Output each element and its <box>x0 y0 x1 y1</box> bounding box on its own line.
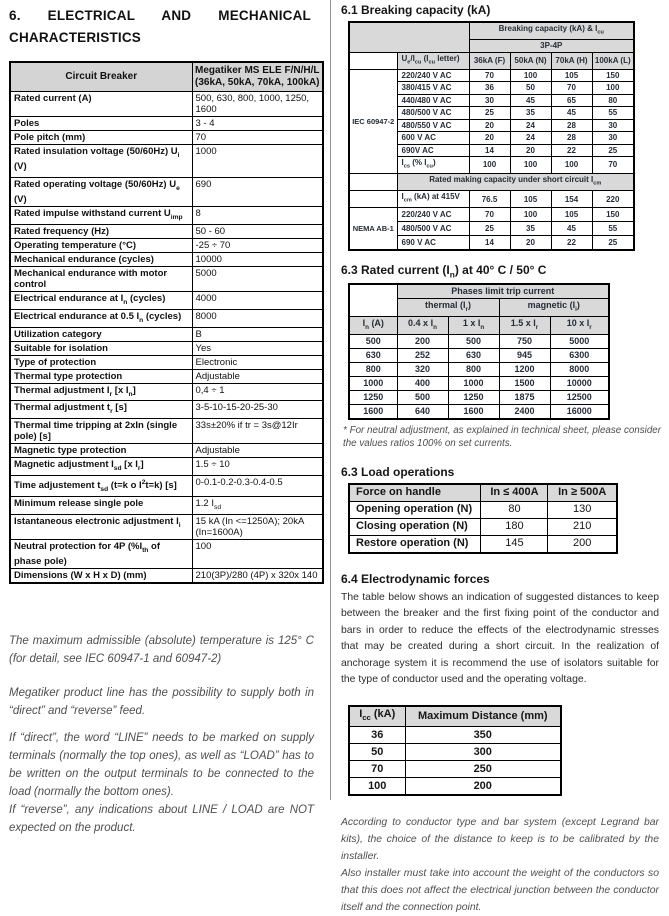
spec-value: Adjustable <box>192 369 323 383</box>
value-cell: 28 <box>551 119 592 132</box>
value-cell: 30 <box>469 94 510 107</box>
spec-value: 15 kA (In <=1250A); 20kA (In=1600A) <box>192 515 323 540</box>
value-cell: 20 <box>469 132 510 145</box>
spec-value: 4000 <box>192 291 323 309</box>
operation-label: Closing operation (N) <box>349 518 481 535</box>
value-cell: 210 <box>548 518 617 535</box>
spec-row <box>10 238 323 252</box>
value-cell: 70 <box>469 208 510 222</box>
spec-row <box>10 327 323 341</box>
band-title: Phases limit trip current <box>397 284 609 299</box>
spec-row <box>10 92 323 117</box>
empty-cell <box>349 22 469 52</box>
value-cell: 22 <box>551 144 592 157</box>
value-cell: 45 <box>551 107 592 120</box>
spec-value: Yes <box>192 341 323 355</box>
col-header: $U_e/I_{cu}$ ($I_{cu}$ letter) <box>397 52 469 69</box>
value-cell: 500 <box>349 334 397 348</box>
breaking-capacity-table <box>348 21 635 251</box>
value-cell: 12500 <box>550 390 609 404</box>
table-row <box>349 348 609 362</box>
value-cell: 945 <box>499 348 550 362</box>
col-header: $I_{cc}$ (kA) <box>349 706 405 727</box>
spec-value: Adjustable <box>192 444 323 458</box>
value-cell: 55 <box>592 107 634 120</box>
spec-label: Thermal time tripping at 2xIn (single pole) [s] <box>10 419 192 444</box>
value-cell: 28 <box>551 132 592 145</box>
spec-label: Mechanical endurance with motor control <box>10 266 192 291</box>
value-cell: 70 <box>469 69 510 82</box>
value-cell: 350 <box>405 727 561 744</box>
value-cell: 45 <box>510 94 551 107</box>
spec-row <box>10 341 323 355</box>
spec-row <box>10 291 323 309</box>
table-row <box>349 390 609 404</box>
spec-value: 10000 <box>192 252 323 266</box>
spec-value: 0,4 ÷ 1 <box>192 383 323 401</box>
max-distance-table <box>348 705 562 796</box>
spec-label: Thermal adjustment $I_r$ [x $I_n$] <box>10 383 192 401</box>
value-cell: 1000 <box>448 376 499 390</box>
voltage-label: 220/240 V AC <box>397 208 469 222</box>
value-cell: 35 <box>510 222 551 236</box>
empty-cell <box>349 174 397 191</box>
table-row <box>349 761 561 778</box>
col-header: 10 x $I_r$ <box>550 317 609 335</box>
value-cell: 70 <box>349 761 405 778</box>
spec-header-col1: Circuit Breaker <box>10 62 192 92</box>
value-cell: 20 <box>469 119 510 132</box>
value-cell: 500 <box>448 334 499 348</box>
spec-label: Suitable for isolation <box>10 341 192 355</box>
col-header: In ≤ 400A <box>481 484 548 502</box>
value-cell: 154 <box>551 191 592 208</box>
voltage-label: 480/500 V AC <box>397 222 469 236</box>
spec-value: 1.5 ÷ 10 <box>192 458 323 476</box>
spec-row <box>10 458 323 476</box>
spec-row <box>10 569 323 584</box>
spec-row <box>10 497 323 515</box>
spec-row <box>10 355 323 369</box>
note-paragraph: If “reverse”, any indications about LINE / LOAD are NOT expected on the product. <box>9 804 314 835</box>
spec-row <box>10 540 323 569</box>
spec-value: 1.2 $I_{sd}$ <box>192 497 323 515</box>
spec-row <box>10 444 323 458</box>
table-row <box>349 334 609 348</box>
thermal-header: thermal $(I_r)$ <box>397 299 499 317</box>
col-header: $I_n$ (A) <box>349 317 397 335</box>
magnetic-header: magnetic $(I_i)$ <box>499 299 609 317</box>
value-cell: 25 <box>469 222 510 236</box>
spec-header-row <box>10 62 323 92</box>
left-column <box>0 0 331 835</box>
value-cell: 180 <box>481 518 548 535</box>
value-cell: 16000 <box>550 404 609 419</box>
value-cell: 630 <box>448 348 499 362</box>
value-cell: 14 <box>469 236 510 250</box>
spec-label: Time adjustement $t_{sd}$ (t=k o $I^2t=k$) [s] <box>10 476 192 497</box>
value-cell: 1875 <box>499 390 550 404</box>
spec-label: Rated current (A) <box>10 92 192 117</box>
table-row <box>349 208 634 222</box>
value-cell: 145 <box>481 535 548 553</box>
value-cell: 750 <box>499 334 550 348</box>
value-cell: 1250 <box>349 390 397 404</box>
electrodynamic-paragraph: The table below shows an indication of suggested distances to keep between the breaker and the first fixing point of the conductor and bars in order to reduce the effects of the electrodynamic stresses that may be created during a short circuit. In the realization of anchorage system it is recommend the use of isolators suitable for the type of conductor used and the operating voltage. <box>341 591 659 686</box>
spec-label: Electrical endurance at $I_n$ (cycles) <box>10 291 192 309</box>
table-row <box>349 362 609 376</box>
spec-value: B <box>192 327 323 341</box>
spec-label: Thermal type protection <box>10 369 192 383</box>
value-cell: 640 <box>397 404 448 419</box>
spec-label: Magnetic adjustment $I_{sd}$ [x $I_r$] <box>10 458 192 476</box>
spec-value: 5000 <box>192 266 323 291</box>
standard-group-label: IEC 60947-2 <box>349 69 397 174</box>
value-cell: 800 <box>448 362 499 376</box>
value-cell: 100 <box>510 208 551 222</box>
spec-value: Electronic <box>192 355 323 369</box>
rated-current-footnote: * For neutral adjustment, as explained in technical sheet, please consider the values ratios 100% on set currents. <box>343 424 661 450</box>
spec-label: Rated insulation voltage (50/60Hz) $U_i$ (V) <box>10 145 192 178</box>
empty-cell <box>349 52 397 69</box>
value-cell: 25 <box>592 236 634 250</box>
value-cell: 105 <box>551 69 592 82</box>
spec-row <box>10 224 323 238</box>
value-cell: 65 <box>551 94 592 107</box>
spec-value: 500, 630, 800, 1000, 1250, 1600 <box>192 92 323 117</box>
value-cell: 320 <box>397 362 448 376</box>
spec-label: Thermal adjustment $t_r$ [s] <box>10 401 192 419</box>
spec-value: -25 ÷ 70 <box>192 238 323 252</box>
col-header: 50kA (N) <box>510 52 551 69</box>
spec-row <box>10 515 323 540</box>
spec-label: Istantaneous electronic adjustment $I_i$ <box>10 515 192 540</box>
value-cell: 1250 <box>448 390 499 404</box>
voltage-label: 480/550 V AC <box>397 119 469 132</box>
value-cell: 100 <box>469 157 510 174</box>
load-operations-table <box>348 483 618 554</box>
table-row <box>349 535 617 553</box>
table-row <box>349 501 617 518</box>
spec-value: 50 - 60 <box>192 224 323 238</box>
value-cell: 130 <box>548 501 617 518</box>
note-paragraph: Megatiker product line has the possibility to supply both in “direct” and “reverse” feed. <box>9 687 314 718</box>
standard-group-label: NEMA AB-1 <box>349 208 397 250</box>
spec-row <box>10 401 323 419</box>
value-cell: 80 <box>592 94 634 107</box>
band-title: Breaking capacity (kA) & $I_{cu}$ <box>469 22 634 40</box>
table-row <box>349 376 609 390</box>
spec-row <box>10 266 323 291</box>
table-row <box>349 744 561 761</box>
spec-label: Neutral protection for 4P ($\%I_{th}$ of phase pole) <box>10 540 192 569</box>
note-paragraph: According to conductor type and bar system (except Legrand bar kits), the choice of the distance to keep is to be calibrated by the installer. <box>341 817 659 863</box>
spec-label: Poles <box>10 117 192 131</box>
value-cell: 80 <box>481 501 548 518</box>
spec-label: Rated impulse withstand current $U_{imp}$ <box>10 206 192 224</box>
making-capacity-band: Rated making capacity under short circuit $I_{cm}$ <box>397 174 634 191</box>
value-cell: 36 <box>349 727 405 744</box>
value-cell: 300 <box>405 744 561 761</box>
col-header: In ≥ 500A <box>548 484 617 502</box>
value-cell: 10000 <box>550 376 609 390</box>
table-row <box>349 22 634 40</box>
value-cell: 1500 <box>499 376 550 390</box>
value-cell: 24 <box>510 119 551 132</box>
col-header: 1.5 x $I_r$ <box>499 317 550 335</box>
spec-row <box>10 206 323 224</box>
operation-label: Opening operation (N) <box>349 501 481 518</box>
icm-label: $I_{cm}$ (kA) at 415V <box>397 191 469 208</box>
note-paragraph: The maximum admissible (absolute) temperature is 125° C (for detail, see IEC 60947-1 and 60947-2) <box>9 635 314 666</box>
table-row <box>349 518 617 535</box>
spec-label: Type of protection <box>10 355 192 369</box>
heading-electrodynamic-forces: 6.4 Electrodynamic forces <box>341 571 490 586</box>
spec-row <box>10 131 323 145</box>
table-row <box>349 174 634 191</box>
band-subtitle: 3P-4P <box>469 40 634 53</box>
value-cell: 25 <box>469 107 510 120</box>
value-cell: 30 <box>592 132 634 145</box>
value-cell: 20 <box>510 144 551 157</box>
rated-current-table <box>348 283 610 420</box>
spec-row <box>10 145 323 178</box>
value-cell: 35 <box>510 107 551 120</box>
value-cell: 200 <box>548 535 617 553</box>
spec-row <box>10 383 323 401</box>
table-row <box>349 317 609 335</box>
spec-table <box>9 61 324 584</box>
value-cell: 50 <box>510 82 551 95</box>
voltage-label: 480/500 V AC <box>397 107 469 120</box>
spec-label: Operating temperature (°C) <box>10 238 192 252</box>
value-cell: 70 <box>551 82 592 95</box>
spec-row <box>10 252 323 266</box>
table-row <box>349 284 609 299</box>
spec-header-col2: Megatiker MS ELE F/N/H/L (36kA, 50kA, 70kA, 100kA) <box>192 62 323 92</box>
value-cell: 14 <box>469 144 510 157</box>
spec-label: Magnetic type protection <box>10 444 192 458</box>
value-cell: 800 <box>349 362 397 376</box>
note-paragraph: If “direct”, the word “LINE” needs to be marked on supply terminals (normally the top ones), as well as “LOAD” has to be written on the output terminals to be connected to the load (normally the bottom ones). <box>9 732 314 799</box>
spec-label: Dimensions (W x H x D) (mm) <box>10 569 192 584</box>
table-row <box>349 404 609 419</box>
value-cell: 8000 <box>550 362 609 376</box>
value-cell: 252 <box>397 348 448 362</box>
value-cell: 6300 <box>550 348 609 362</box>
col-header: 0.4 x $I_n$ <box>397 317 448 335</box>
heading-breaking-capacity: 6.1 Breaking capacity (kA) <box>341 3 491 17</box>
value-cell: 1200 <box>499 362 550 376</box>
table-row <box>349 191 634 208</box>
value-cell: 150 <box>592 208 634 222</box>
value-cell: 76.5 <box>469 191 510 208</box>
value-cell: 400 <box>397 376 448 390</box>
voltage-label: 220/240 V AC <box>397 69 469 82</box>
empty-cell <box>349 191 397 208</box>
value-cell: 150 <box>592 69 634 82</box>
value-cell: 30 <box>592 119 634 132</box>
right-notes <box>341 814 664 916</box>
value-cell: 55 <box>592 222 634 236</box>
spec-row <box>10 117 323 131</box>
value-cell: 36 <box>469 82 510 95</box>
heading-rated-current: 6.3 Rated current $(I_n)$ at 40° C / 50° C <box>341 262 547 280</box>
table-row <box>349 727 561 744</box>
heading-load-operations: 6.3 Load operations <box>341 464 455 479</box>
spec-value: 8000 <box>192 309 323 327</box>
voltage-label: 690 V AC <box>397 236 469 250</box>
col-header: 100kA (L) <box>592 52 634 69</box>
spec-label: Rated operating voltage (50/60Hz) $U_e$ (V) <box>10 178 192 207</box>
voltage-label: 440/480 V AC <box>397 94 469 107</box>
value-cell: 105 <box>551 208 592 222</box>
value-cell: 250 <box>405 761 561 778</box>
spec-value: 210(3P)/280 (4P) x 320x 140 <box>192 569 323 584</box>
spec-value: 0-0.1-0.2-0.3-0.4-0.5 <box>192 476 323 497</box>
voltage-label: 380/415 V AC <box>397 82 469 95</box>
value-cell: 70 <box>592 157 634 174</box>
value-cell: 100 <box>349 778 405 796</box>
value-cell: 1000 <box>349 376 397 390</box>
spec-value: 1000 <box>192 145 323 178</box>
value-cell: 100 <box>510 157 551 174</box>
col-header: 36kA (F) <box>469 52 510 69</box>
spec-value: 690 <box>192 178 323 207</box>
spec-row <box>10 369 323 383</box>
spec-label: Rated frequency (Hz) <box>10 224 192 238</box>
value-cell: 22 <box>551 236 592 250</box>
value-cell: 50 <box>349 744 405 761</box>
note-paragraph: Also installer must take into account the weight of the conductors so that this does not affect the electrical junction between the conductor itself and the connection point. <box>341 868 659 914</box>
col-header: 1 x $I_n$ <box>448 317 499 335</box>
value-cell: 45 <box>551 222 592 236</box>
value-cell: 630 <box>349 348 397 362</box>
value-cell: 1600 <box>349 404 397 419</box>
spec-value: 100 <box>192 540 323 569</box>
value-cell: 2400 <box>499 404 550 419</box>
value-cell: 100 <box>551 157 592 174</box>
spec-value: 8 <box>192 206 323 224</box>
table-row <box>349 706 561 727</box>
table-row <box>349 778 561 796</box>
voltage-label: 690V AC <box>397 144 469 157</box>
value-cell: 200 <box>397 334 448 348</box>
table-row <box>349 484 617 502</box>
spec-row <box>10 419 323 444</box>
value-cell: 20 <box>510 236 551 250</box>
value-cell: 5000 <box>550 334 609 348</box>
value-cell: 100 <box>510 69 551 82</box>
col-header: Force on handle <box>349 484 481 502</box>
col-header: Maximum Distance (mm) <box>405 706 561 727</box>
operation-label: Restore operation (N) <box>349 535 481 553</box>
spec-label: Utilization category <box>10 327 192 341</box>
section-title: 6. ELECTRICAL AND MECHANICAL CHARACTERISTICS <box>9 8 311 45</box>
value-cell: 1600 <box>448 404 499 419</box>
spec-row <box>10 476 323 497</box>
value-cell: 25 <box>592 144 634 157</box>
value-cell: 500 <box>397 390 448 404</box>
spec-value: 70 <box>192 131 323 145</box>
value-cell: 105 <box>510 191 551 208</box>
value-cell: 100 <box>592 82 634 95</box>
left-notes <box>9 632 323 837</box>
spec-row <box>10 178 323 207</box>
spec-row <box>10 309 323 327</box>
empty-cell <box>349 284 397 316</box>
value-cell: 220 <box>592 191 634 208</box>
value-cell: 200 <box>405 778 561 796</box>
right-column <box>331 0 669 914</box>
spec-label: Pole pitch (mm) <box>10 131 192 145</box>
value-cell: 24 <box>510 132 551 145</box>
ics-label: $I_{cs}$ (% $I_{cu}$) <box>397 157 469 174</box>
spec-value: 3 - 4 <box>192 117 323 131</box>
spec-label: Electrical endurance at 0.5 $I_n$ (cycles) <box>10 309 192 327</box>
spec-value: 3-5-10-15-20-25-30 <box>192 401 323 419</box>
voltage-label: 600 V AC <box>397 132 469 145</box>
col-header: 70kA (H) <box>551 52 592 69</box>
table-row <box>349 52 634 69</box>
spec-label: Minimum release single pole <box>10 497 192 515</box>
spec-label: Mechanical endurance (cycles) <box>10 252 192 266</box>
table-row <box>349 69 634 82</box>
spec-value: 33s±20% if tr = 3s@12Ir <box>192 419 323 444</box>
